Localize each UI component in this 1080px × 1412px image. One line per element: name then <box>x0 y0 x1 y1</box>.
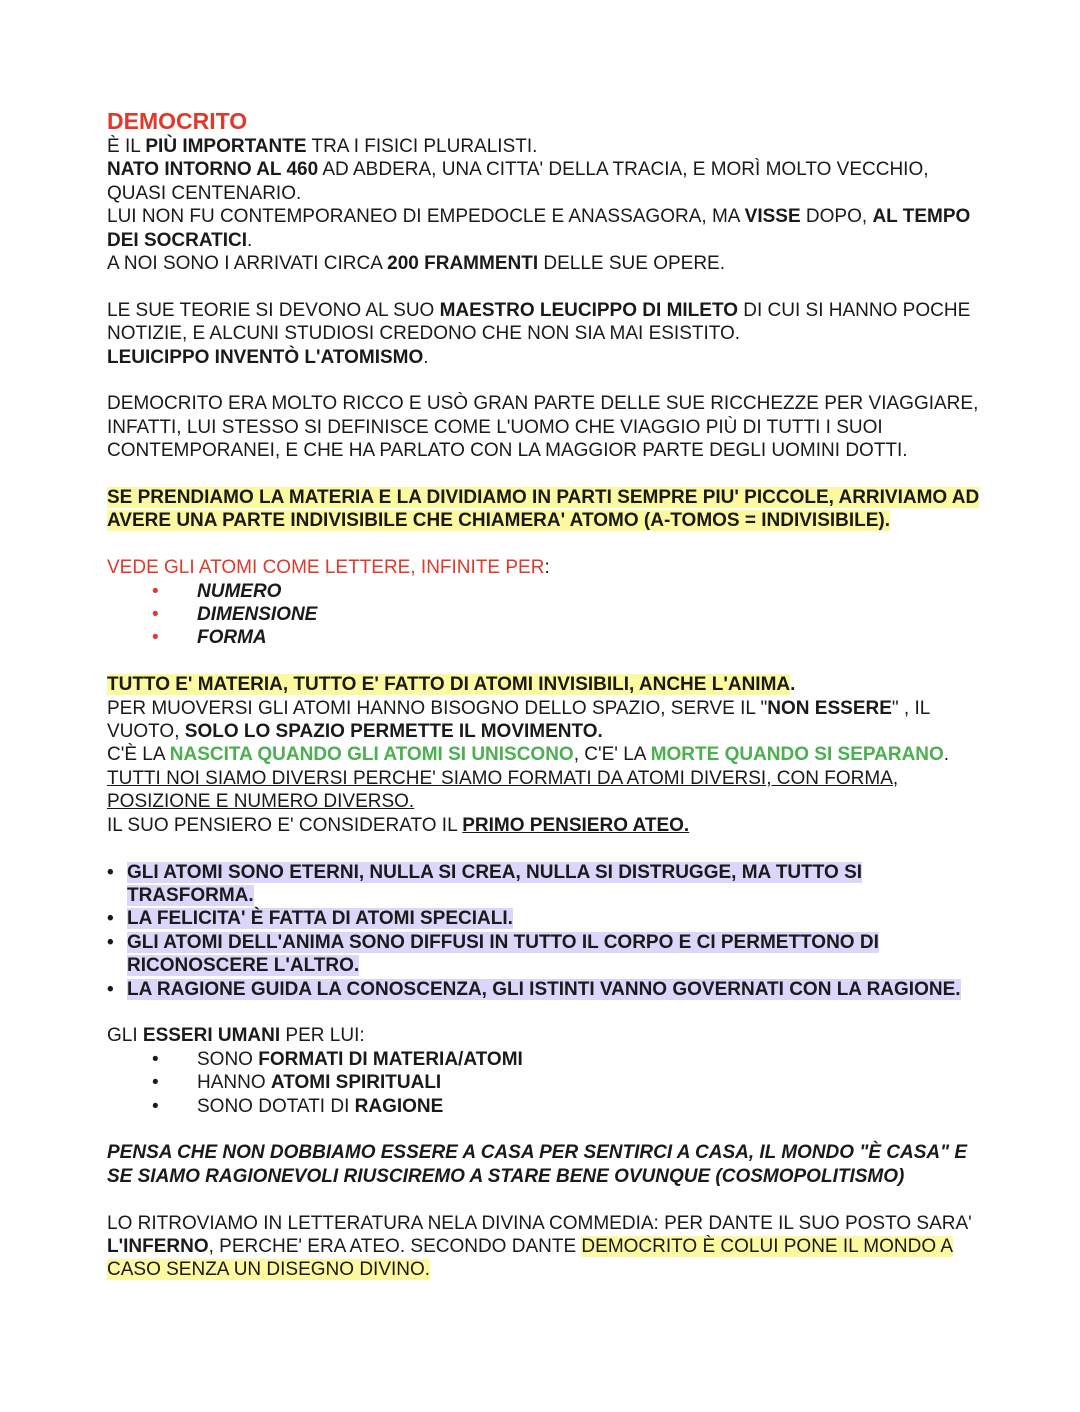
bullet-icon: • <box>152 1095 159 1117</box>
list-item: • FORMA <box>152 627 267 649</box>
intro-line-3: LUI NON FU CONTEMPORANEO DI EMPEDOCLE E ANASSAGORA, MA VISSE DOPO, AL TEMPO DEI SOCRATICI. <box>107 206 971 251</box>
list-item: • SONO DOTATI DI RAGIONE <box>152 1095 444 1117</box>
lettere-heading: VEDE GLI ATOMI COME LETTERE, INFINITE PER: <box>107 557 550 579</box>
leucippo-atomismo: LEUICIPPO INVENTÒ L'ATOMISMO. <box>107 346 429 368</box>
list-item: • DIMENSIONE <box>152 604 318 626</box>
list-item: • NUMERO <box>152 580 282 602</box>
bullet-icon: • <box>152 627 159 649</box>
bullet-icon: • <box>107 908 114 930</box>
bullet-icon: • <box>152 1048 159 1070</box>
bullet-icon: • <box>107 978 114 1000</box>
list-item: • LA FELICITA' È FATTA DI ATOMI SPECIALI. <box>107 908 513 930</box>
list-item: • GLI ATOMI SONO ETERNI, NULLA SI CREA, NULLA SI DISTRUGGE, MA TUTTO SI TRASFORMA. <box>107 861 863 906</box>
list-item: • HANNO ATOMI SPIRITUALI <box>152 1072 442 1094</box>
page-title: DEMOCRITO <box>107 108 248 134</box>
intro-line-2: NATO INTORNO AL 460 AD ABDERA, UNA CITTA' DELLA TRACIA, E MORÌ MOLTO VECCHIO, QUASI CENTENARIO. <box>107 159 929 204</box>
tutto-materia: TUTTO E' MATERIA, TUTTO E' FATTO DI ATOMI INVISIBILI, ANCHE L'ANIMA. <box>107 674 796 696</box>
umani-heading: GLI ESSERI UMANI PER LUI: <box>107 1025 365 1047</box>
document-page <box>107 108 987 1282</box>
intro-line-4: A NOI SONO I ARRIVATI CIRCA 200 FRAMMENTI DELLE SUE OPERE. <box>107 253 726 275</box>
list-item: • SONO FORMATI DI MATERIA/ATOMI <box>152 1048 523 1070</box>
list-item: • LA RAGIONE GUIDA LA CONOSCENZA, GLI ISTINTI VANNO GOVERNATI CON LA RAGIONE. <box>107 978 961 1000</box>
movimento-paragraph: PER MUOVERSI GLI ATOMI HANNO BISOGNO DELLO SPAZIO, SERVE IL "NON ESSERE" , IL VUOTO, SOLO LO SPAZIO PERMETTE IL MOVIMENTO. <box>107 697 930 743</box>
leucippo-paragraph: LE SUE TEORIE SI DEVONO AL SUO MAESTRO LEUCIPPO DI MILETO DI CUI SI HANNO POCHE NOTIZIE, E ALCUNI STUDIOSI CREDONO CHE NON SIA MAI ESISTITO. <box>107 299 971 345</box>
cosmopolitismo-paragraph: PENSA CHE NON DOBBIAMO ESSERE A CASA PER SENTIRCI A CASA, IL MONDO "È CASA" E SE SIAMO RAGIONEVOLI RIUSCIREMO A STARE BENE OVUNQUE (COSMOPOLITISMO) <box>107 1142 968 1187</box>
materia-paragraph: SE PRENDIAMO LA MATERIA E LA DIVIDIAMO IN PARTI SEMPRE PIU' PICCOLE, ARRIVIAMO AD AVERE UNA PARTE INDIVISIBILE CHE CHIAMERA' ATOMO (A-TOMOS = INDIVISIBILE). <box>107 487 980 532</box>
intro-line-1: È IL PIÙ IMPORTANTE TRA I FISICI PLURALISTI. <box>107 136 538 157</box>
bullet-icon: • <box>152 604 159 626</box>
umani-list <box>107 1048 987 1118</box>
principi-list <box>107 861 987 1001</box>
diversi-paragraph: TUTTI NOI SIAMO DIVERSI PERCHE' SIAMO FORMATI DA ATOMI DIVERSI, CON FORMA, POSIZIONE E NUMERO DIVERSO. <box>107 767 899 813</box>
bullet-icon: • <box>107 931 114 953</box>
lettere-list <box>107 580 987 650</box>
dante-paragraph: LO RITROVIAMO IN LETTERATURA NELA DIVINA COMMEDIA: PER DANTE IL SUO POSTO SARA' L'INFERNO, PERCHE' ERA ATEO. SECONDO DANTE DEMOCRITO È COLUI PONE IL MONDO A CASO SENZA UN DISEGNO DIVINO. <box>107 1212 972 1281</box>
ricchezza-paragraph: DEMOCRITO ERA MOLTO RICCO E USÒ GRAN PARTE DELLE SUE RICCHEZZE PER VIAGGIARE, INFATTI, LUI STESSO SI DEFINISCE COME L'UOMO CHE VIAGGIO PIÙ DI TUTTI I SUOI CONTEMPORANEI, E CHE HA PARLATO CON LA MAGGIOR PARTE DEGLI UOMINI DOTTI. <box>107 393 979 462</box>
nascita-morte: C'È LA NASCITA QUANDO GLI ATOMI SI UNISCONO, C'E' LA MORTE QUANDO SI SEPARANO. <box>107 744 950 766</box>
ateo-paragraph: IL SUO PENSIERO E' CONSIDERATO IL PRIMO PENSIERO ATEO. <box>107 814 690 836</box>
bullet-icon: • <box>107 861 114 883</box>
list-item: • GLI ATOMI DELL'ANIMA SONO DIFFUSI IN TUTTO IL CORPO E CI PERMETTONO DI RICONOSCERE L'ALTRO. <box>107 931 879 977</box>
bullet-icon: • <box>152 1072 159 1094</box>
bullet-icon: • <box>152 580 159 602</box>
